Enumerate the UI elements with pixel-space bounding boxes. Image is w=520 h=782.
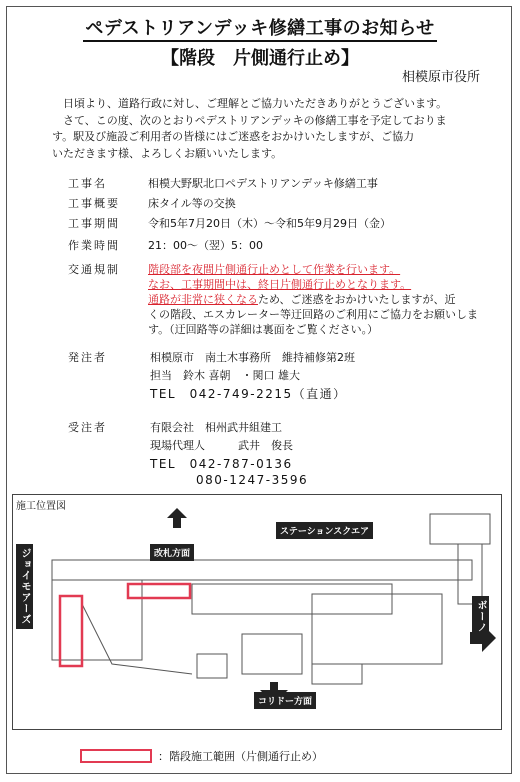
orderer-office: 相模原市 南土木事務所 維持補修第2班	[150, 351, 355, 364]
map-title: 施工位置図	[16, 501, 66, 512]
label-corridor: コリドー方面	[254, 692, 316, 709]
label-joinmores: ジョイモアーズ	[16, 544, 33, 629]
stair-south-west	[197, 654, 227, 678]
highlight-stair-west	[60, 596, 82, 666]
label-station-square: ステーションスクエア	[276, 522, 373, 539]
orderer-staff: 担当 鈴木 喜朝 ・関口 雄大	[150, 369, 300, 382]
issuer: 相模原市役所	[401, 70, 480, 85]
deck-east	[312, 594, 442, 664]
contractor-tel: TEL 042-787-0136	[150, 457, 293, 471]
label-bono: ボーノ	[472, 596, 489, 637]
page-subtitle: 【階段 片側通行止め】	[161, 48, 359, 69]
contractor-company: 有限会社 相州武井組建工	[150, 421, 282, 434]
intro-text	[52, 96, 492, 162]
page-title: ペデストリアンデッキ修繕工事のお知らせ	[0, 14, 520, 40]
intro-line: す。駅及び施設ご利用者の皆様にはご迷惑をおかけいたしますが、ご協力	[52, 130, 415, 143]
contractor-agent: 現場代理人 武井 俊長	[150, 439, 293, 452]
stair-south	[242, 634, 302, 674]
label-ticket-gate: 改札方面	[150, 544, 194, 561]
escalator-ne	[430, 514, 490, 544]
orderer-tel: TEL 042-749-2215（直通）	[150, 387, 347, 401]
legend-swatch	[80, 749, 152, 763]
contractor-mobile: 080-1247-3596	[196, 473, 309, 487]
stair-east	[458, 544, 482, 604]
intro-line: 日頃より、道路行政に対し、ご理解とご協力いただきありがとうございます。	[52, 97, 448, 110]
deck-ramp	[82, 604, 192, 674]
arrow-up-icon	[167, 508, 187, 528]
intro-line: さて、この度、次のとおりペデストリアンデッキの修繕工事を予定しておりま	[52, 113, 447, 127]
map-legend: ：階段施工範囲（片側通行止め）	[80, 748, 323, 764]
deck-center	[192, 584, 392, 614]
intro-line: いただきます様、よろしくお願いいたします。	[52, 146, 283, 160]
stair-south-east	[312, 664, 362, 684]
deck-outline	[52, 560, 472, 580]
highlight-stair-north	[128, 584, 190, 598]
traffic-regulation-text: 階段部を夜間片側通行止めとして作業を行います。 なお、工事期間中は、終日片側通行止めとなります。 通路が非常に狭くなるため、ご迷惑をおかけいたしますが、近 くの階段、エスカレーター等迂回路のご利用にご協力をお願いしま す。（迂回路等の詳細は裏面をご覧ください。）	[148, 263, 478, 336]
